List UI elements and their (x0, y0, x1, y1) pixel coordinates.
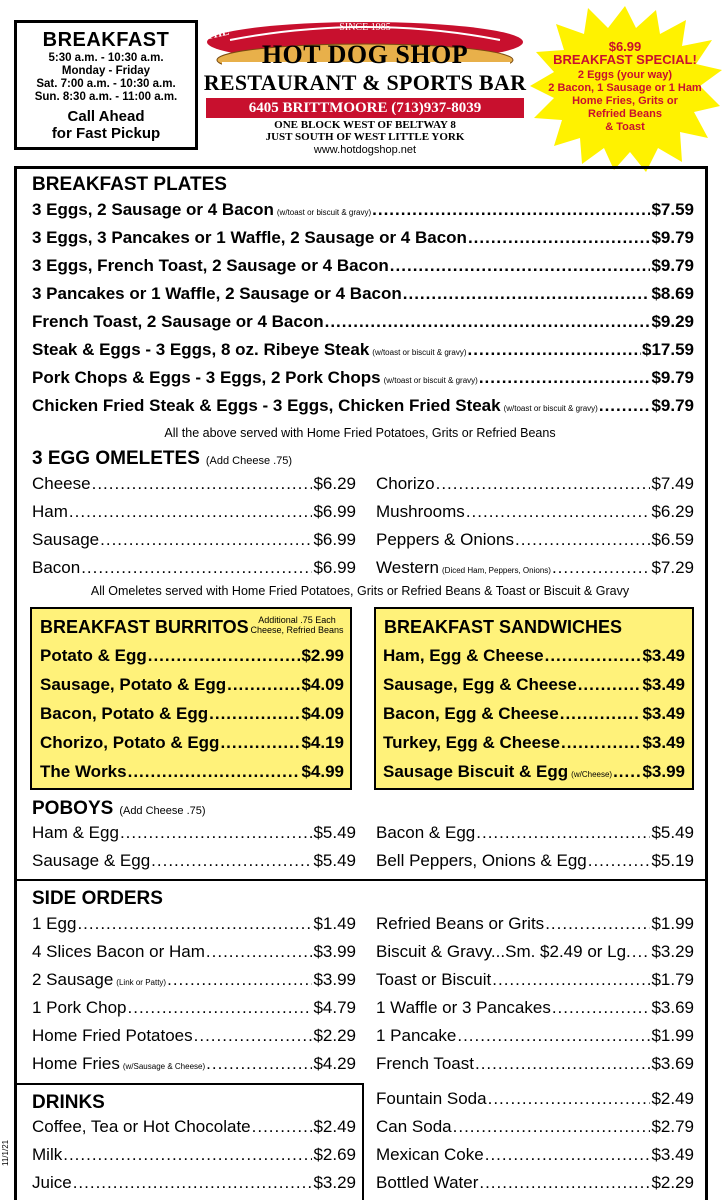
menu-item-name: Toast or Biscuit (376, 970, 492, 989)
menu-item-price: $2.29 (313, 1026, 356, 1045)
menu-item-price: $9.29 (651, 312, 694, 331)
menu-item (376, 1173, 694, 1193)
menu-item-price: $9.79 (651, 396, 694, 415)
dot-leader (457, 1027, 650, 1044)
dot-leader (466, 503, 651, 520)
menu-item-name: Biscuit & Gravy...Sm. $2.49 or Lg. (376, 942, 631, 961)
menu-item-name: Sausage & Egg (32, 851, 151, 870)
divider (16, 1083, 362, 1085)
hours-line: Sun. 8:30 a.m. - 11:00 a.m. (34, 91, 178, 103)
dot-leader (220, 734, 300, 751)
dot-leader (476, 824, 650, 841)
menu-item-name: Ham & Egg (32, 823, 119, 842)
menu-item (376, 998, 694, 1018)
menu-item (32, 340, 694, 360)
logo-since: SINCE 1985 (339, 22, 391, 33)
menu-item-price: $3.99 (313, 970, 356, 989)
menu-item-price: $4.29 (313, 1054, 356, 1073)
menu-item (376, 1054, 694, 1074)
section-title-sandwiches: BREAKFAST SANDWICHES (384, 617, 623, 637)
menu-item-price: $1.49 (313, 914, 356, 933)
menu-item-price: $3.69 (651, 1054, 694, 1073)
dot-leader (588, 852, 651, 869)
dot-leader (81, 559, 312, 576)
menu-item (376, 1026, 694, 1046)
special-line: 2 Eggs (your way) (577, 69, 673, 81)
menu-item (40, 675, 344, 695)
logo-name: HOT DOG SHOP (261, 40, 469, 69)
section-title-burritos: BREAKFAST BURRITOS (40, 617, 249, 637)
menu-item (32, 256, 694, 276)
dot-leader (252, 1118, 313, 1135)
dot-leader (492, 971, 650, 988)
menu-item (376, 1145, 694, 1165)
menu-item (376, 1089, 694, 1109)
dot-leader (468, 341, 641, 358)
menu-item (376, 530, 694, 550)
menu-item-price: $2.69 (313, 1145, 356, 1164)
menu-item (40, 733, 344, 753)
hours-box (14, 20, 198, 150)
dot-leader (77, 915, 312, 932)
logo-subtitle: RESTAURANT & SPORTS BAR (203, 70, 527, 95)
menu-item (32, 502, 356, 522)
menu-item-price: $4.09 (301, 675, 344, 694)
burritos-note-line: Additional .75 Each (258, 615, 336, 625)
dot-leader (63, 1146, 312, 1163)
menu-item (383, 762, 685, 782)
menu-item-note: (w/toast or biscuit & gravy) (503, 404, 598, 413)
menu-item-name: Western (376, 558, 439, 577)
menu-item-price: $6.59 (651, 530, 694, 549)
dot-leader (488, 1090, 651, 1107)
menu-item (40, 762, 344, 782)
section-title-side-orders (32, 888, 163, 910)
menu-item (32, 558, 356, 578)
section-title-text: DRINKS (32, 1092, 105, 1113)
menu-item (32, 474, 356, 494)
special-line: 2 Bacon, 1 Sausage or 1 Ham (548, 82, 702, 94)
directions-line: JUST SOUTH OF WEST LITTLE YORK (265, 131, 465, 143)
menu-item-name: Bacon, Potato & Egg (40, 704, 209, 723)
dot-leader (560, 705, 642, 722)
dot-leader (485, 1146, 651, 1163)
dot-leader (148, 647, 301, 664)
dot-leader (372, 201, 650, 218)
special-line: Home Fries, Grits or (572, 95, 678, 107)
menu-item-name: Can Soda (376, 1117, 452, 1136)
menu-item-price: $2.79 (651, 1117, 694, 1136)
menu-item-name: Refried Beans or Grits (376, 914, 545, 933)
divider (16, 879, 706, 881)
dot-leader (613, 763, 641, 780)
special-price: $6.99 (608, 39, 642, 54)
burritos-note-line: Cheese, Refried Beans (250, 625, 344, 635)
menu-item-name: 3 Eggs, 2 Sausage or 4 Bacon (32, 200, 274, 219)
menu-item-price: $3.49 (642, 704, 685, 723)
menu-item (32, 228, 694, 248)
hours-line: Sat. 7:00 a.m. - 10:30 a.m. (36, 78, 176, 90)
menu-item-price: $9.79 (651, 368, 694, 387)
menu-item (376, 970, 694, 990)
dot-leader (403, 285, 651, 302)
dot-leader (468, 229, 651, 246)
menu-item-name: Steak & Eggs - 3 Eggs, 8 oz. Ribeye Steak (32, 340, 370, 359)
dot-leader (436, 475, 651, 492)
menu-item-note: (w/toast or biscuit & gravy) (276, 208, 372, 217)
section-title-text: POBOYS (32, 798, 114, 819)
menu-item-name: Juice (32, 1173, 72, 1192)
logo-the: THE (205, 25, 231, 43)
website: www.hotdogshop.net (313, 144, 417, 156)
hours-title: BREAKFAST (42, 29, 170, 51)
menu-item-price: $5.19 (651, 851, 694, 870)
menu-item (32, 396, 694, 416)
menu-item-price: $3.69 (651, 998, 694, 1017)
menu-item-name: Ham (32, 502, 68, 521)
menu-item-price: $7.49 (651, 474, 694, 493)
dot-leader (92, 475, 313, 492)
menu-item (32, 942, 356, 962)
menu-item-note: (w/Cheese) (571, 770, 613, 779)
dot-leader (227, 676, 300, 693)
dot-leader (390, 257, 651, 274)
menu-item (32, 1145, 356, 1165)
directions-line: ONE BLOCK WEST OF BELTWAY 8 (274, 119, 456, 131)
section-title-poboys (32, 798, 206, 820)
menu-item-name: The Works (40, 762, 127, 781)
menu-item-price: $2.49 (651, 1089, 694, 1108)
menu-item (383, 675, 685, 695)
menu-item-name: Ham, Egg & Cheese (383, 646, 544, 665)
section-title-text: BREAKFAST PLATES (32, 174, 227, 195)
dot-leader (206, 1055, 312, 1072)
menu-item-price: $1.79 (651, 970, 694, 989)
menu-item-name: French Toast, 2 Sausage or 4 Bacon (32, 312, 324, 331)
dot-leader (632, 943, 651, 960)
divider (362, 1083, 364, 1200)
menu-item-name: Bell Peppers, Onions & Egg (376, 851, 587, 870)
menu-item (32, 368, 694, 388)
omeletes-served-note: All Omeletes served with Home Fried Potatoes, Grits or Refried Beans & Toast or Biscuit & Gravy (90, 584, 630, 598)
menu-item (32, 1173, 356, 1193)
call-ahead-line: for Fast Pickup (51, 125, 161, 142)
menu-item-name: 3 Eggs, 3 Pancakes or 1 Waffle, 2 Sausage or 4 Bacon (32, 228, 467, 247)
plates-served-note: All the above served with Home Fried Potatoes, Grits or Refried Beans (164, 426, 556, 440)
menu-item-name: Milk (32, 1145, 63, 1164)
menu-item-name: Pork Chops & Eggs - 3 Eggs, 2 Pork Chops (32, 368, 381, 387)
date-code: 11/1/21 (1, 1139, 10, 1166)
menu-item (40, 704, 344, 724)
menu-item-price: $4.19 (301, 733, 344, 752)
menu-item-name: Home Fried Potatoes (32, 1026, 193, 1045)
menu-item (376, 474, 694, 494)
dot-leader (128, 763, 301, 780)
menu-item-price: $3.49 (642, 675, 685, 694)
menu-item-price: $6.29 (313, 474, 356, 493)
menu-item (383, 704, 685, 724)
menu-item-name: Fountain Soda (376, 1089, 487, 1108)
menu-item-note: (w/Sausage & Cheese) (122, 1062, 206, 1071)
dot-leader (515, 531, 650, 548)
menu-item (383, 646, 685, 666)
menu-item (32, 851, 356, 871)
menu-item-name: French Toast (376, 1054, 474, 1073)
section-title-breakfast-plates (32, 174, 227, 196)
section-aside: (Add Cheese .75) (205, 455, 293, 467)
hours-line: 5:30 a.m. - 10:30 a.m. (48, 52, 164, 64)
menu-item (32, 530, 356, 550)
dot-leader (552, 999, 651, 1016)
menu-item (383, 733, 685, 753)
menu-item (376, 558, 694, 578)
menu-item-price: $5.49 (313, 823, 356, 842)
menu-item-name: Turkey, Egg & Cheese (383, 733, 560, 752)
menu-item (376, 942, 694, 962)
dot-leader (453, 1118, 651, 1135)
dot-leader (475, 1055, 650, 1072)
menu-item-price: $3.99 (313, 942, 356, 961)
dot-leader (100, 531, 312, 548)
menu-item-price: $3.49 (642, 733, 685, 752)
menu-item-name: Home Fries (32, 1054, 120, 1073)
menu-item-name: Bacon & Egg (376, 823, 476, 842)
menu-item-note: (w/toast or biscuit & gravy) (372, 348, 467, 357)
dot-leader (545, 915, 650, 932)
menu-item-name: Mexican Coke (376, 1145, 484, 1164)
menu-item-price: $3.49 (651, 1145, 694, 1164)
section-title-drinks (32, 1092, 105, 1114)
menu-item-name: 2 Sausage (32, 970, 114, 989)
menu-item (40, 646, 344, 666)
section-title-text: SIDE ORDERS (32, 888, 163, 909)
menu-item (376, 914, 694, 934)
menu-item-price: $3.29 (313, 1173, 356, 1192)
breakfast-special-burst (528, 4, 722, 172)
dot-leader (151, 852, 312, 869)
menu-item-price: $3.29 (651, 942, 694, 961)
menu-item-price: $1.99 (651, 914, 694, 933)
menu-item-price: $4.99 (301, 762, 344, 781)
menu-item-price: $8.69 (651, 284, 694, 303)
dot-leader (552, 559, 651, 576)
section-title-omeletes (32, 448, 292, 470)
menu-item (32, 284, 694, 304)
menu-item-price: $7.29 (651, 558, 694, 577)
menu-item (32, 1054, 356, 1074)
menu-item (376, 502, 694, 522)
dot-leader (479, 369, 651, 386)
menu-item-price: $3.49 (642, 646, 685, 665)
menu-item-name: Bacon, Egg & Cheese (383, 704, 559, 723)
menu-item-price: $6.99 (313, 530, 356, 549)
menu-item-price: $2.29 (651, 1173, 694, 1192)
menu-item-price: $9.79 (651, 256, 694, 275)
menu-item-price: $4.79 (313, 998, 356, 1017)
menu-item-name: Sausage, Potato & Egg (40, 675, 227, 694)
menu-item-price: $17.59 (642, 340, 694, 359)
menu-item-name: Sausage, Egg & Cheese (383, 675, 577, 694)
menu-item-note: (Diced Ham, Peppers, Onions) (442, 566, 551, 575)
menu-item-name: Chorizo (376, 474, 435, 493)
menu-item (32, 823, 356, 843)
menu-item-name: Peppers & Onions (376, 530, 514, 549)
menu-item (32, 914, 356, 934)
menu-item-name: Chicken Fried Steak & Eggs - 3 Eggs, Chicken Fried Steak (32, 396, 501, 415)
menu-item-note: (w/toast or biscuit & gravy) (383, 376, 478, 385)
menu-item-name: 1 Pancake (376, 1026, 457, 1045)
menu-item-name: Chorizo, Potato & Egg (40, 733, 220, 752)
menu-item (32, 312, 694, 332)
menu-item-name: 4 Slices Bacon or Ham (32, 942, 205, 961)
menu-item-name: Coffee, Tea or Hot Chocolate (32, 1117, 251, 1136)
menu-item-name: Cheese (32, 474, 91, 493)
dot-leader (194, 1027, 313, 1044)
menu-item-price: $6.99 (313, 558, 356, 577)
dot-leader (120, 824, 313, 841)
menu-item-name: Mushrooms (376, 502, 465, 521)
dot-leader (599, 397, 651, 414)
call-ahead-line: Call Ahead (67, 108, 145, 125)
dot-leader (209, 705, 300, 722)
menu-item (32, 1026, 356, 1046)
menu-item-price: $5.49 (651, 823, 694, 842)
menu-item-name: Bacon (32, 558, 81, 577)
special-line: & Toast (605, 121, 645, 133)
menu-item (376, 1117, 694, 1137)
menu-item-price: $3.99 (642, 762, 685, 781)
dot-leader (69, 503, 313, 520)
dot-leader (578, 676, 642, 693)
menu-item-price: $5.49 (313, 851, 356, 870)
restaurant-logo (200, 18, 530, 158)
menu-item (376, 823, 694, 843)
menu-item-price: $2.99 (301, 646, 344, 665)
special-title: BREAKFAST SPECIAL! (553, 52, 697, 67)
section-title-text: 3 EGG OMELETES (32, 448, 200, 469)
burritos-note (242, 615, 352, 635)
menu-item (32, 970, 356, 990)
menu-item-price: $6.29 (651, 502, 694, 521)
address-phone: 6405 BRITTMOORE (713)937-8039 (206, 98, 524, 118)
menu-item (32, 998, 356, 1018)
menu-item-name: 1 Egg (32, 914, 77, 933)
menu-item-price: $4.09 (301, 704, 344, 723)
menu-item-name: Potato & Egg (40, 646, 147, 665)
special-line: Refried Beans (588, 108, 662, 120)
menu-item (32, 1117, 356, 1137)
dot-leader (128, 999, 313, 1016)
dot-leader (561, 734, 641, 751)
menu-item-price: $1.99 (651, 1026, 694, 1045)
menu-item-price: $6.99 (313, 502, 356, 521)
section-aside: (Add Cheese .75) (119, 805, 206, 817)
dot-leader (167, 971, 312, 988)
dot-leader (479, 1174, 650, 1191)
dot-leader (206, 943, 313, 960)
dot-leader (73, 1174, 313, 1191)
menu-item-name: 1 Pork Chop (32, 998, 127, 1017)
menu-item-name: 3 Eggs, French Toast, 2 Sausage or 4 Bacon (32, 256, 389, 275)
menu-item (376, 851, 694, 871)
dot-leader (325, 313, 651, 330)
menu-item-name: 3 Pancakes or 1 Waffle, 2 Sausage or 4 Bacon (32, 284, 402, 303)
menu-item-note: (Link or Patty) (116, 978, 167, 987)
menu-item-price: $9.79 (651, 228, 694, 247)
menu-item (32, 200, 694, 220)
dot-leader (545, 647, 642, 664)
menu-item-name: Sausage (32, 530, 100, 549)
menu-item-name: 1 Waffle or 3 Pancakes (376, 998, 551, 1017)
hours-line: Monday - Friday (61, 65, 151, 77)
menu-item-price: $7.59 (651, 200, 694, 219)
menu-item-price: $2.49 (313, 1117, 356, 1136)
menu-item-name: Sausage Biscuit & Egg (383, 762, 569, 781)
menu-item-name: Bottled Water (376, 1173, 479, 1192)
